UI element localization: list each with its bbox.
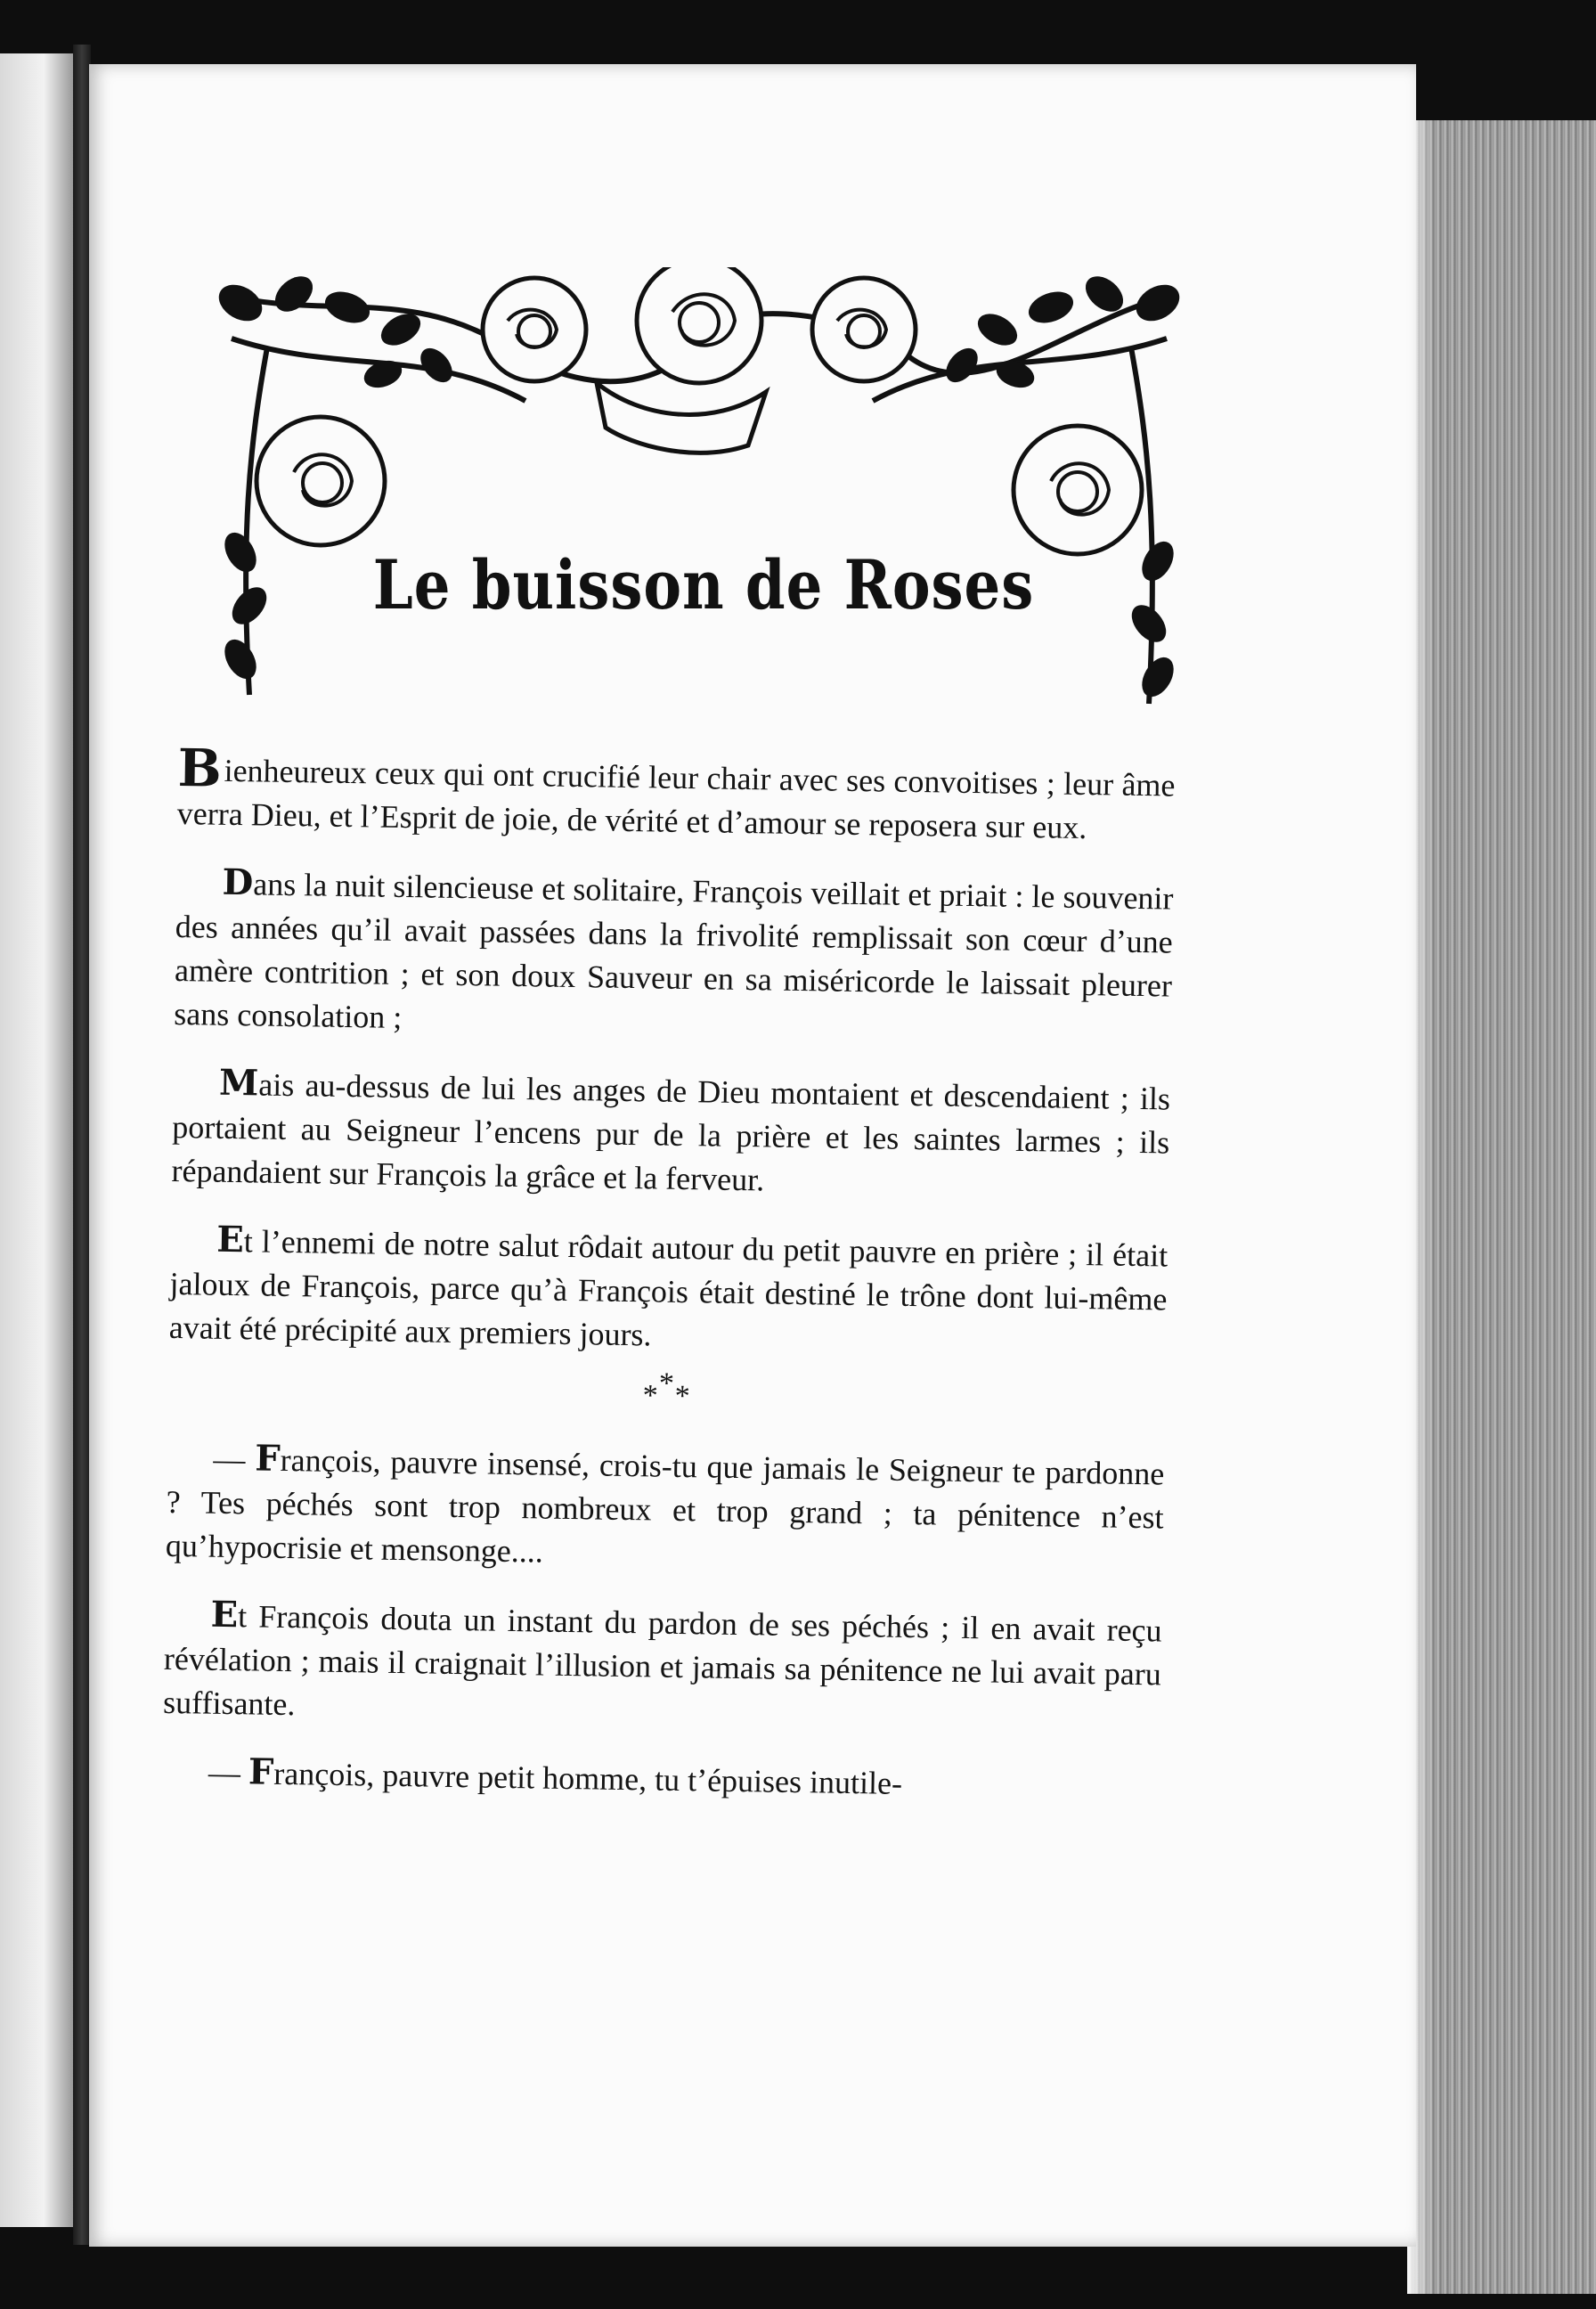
paragraph-text: t l’ennemi de notre salut rôdait autour du petit pauvre en prière ; il était jaloux de François, parce qu’à François était destiné le trône dont lui-même avait été précipité aux premiers jours. <box>168 1223 1168 1353</box>
paragraph-text: t François douta un instant du pardon de ses péchés ; il en avait reçu révélation ; mais il craignait l’illusion et jamais sa pénitence ne lui avait paru suffisante. <box>162 1598 1162 1723</box>
paragraph <box>162 1749 1160 1810</box>
rose-garland-ornament <box>214 267 1185 713</box>
dialogue-dash: — <box>213 1440 256 1478</box>
page-block-edge <box>1407 120 1596 2294</box>
paragraph <box>174 860 1174 1052</box>
paragraph-text: ais au-dessus de lui les anges de Dieu montaient et descendaient ; ils portaient au Seigneur l’encens pur de la prière et les saintes larmes ; ils répandaient sur François la grâce et la ferveur. <box>171 1066 1171 1198</box>
body-text <box>161 738 1176 1833</box>
drop-cap: E <box>210 1593 239 1636</box>
paragraph-text: ans la nuit silencieuse et solitaire, François veillait et priait : le souvenir des années qu’il avait passées dans la frivolité remplissait son cœur d’une amère contrition ; et son doux Sauveur en sa miséricorde le laissait pleurer sans consolation ; <box>174 866 1174 1035</box>
drop-cap: B <box>177 738 223 799</box>
book-gutter <box>73 45 91 2245</box>
section-separator <box>167 1367 1166 1433</box>
separator-star: * <box>642 1379 659 1413</box>
drop-cap: E <box>216 1218 245 1261</box>
separator-star: * <box>674 1379 691 1414</box>
separator-star: * <box>658 1367 676 1400</box>
drop-cap: D <box>222 861 254 904</box>
paragraph <box>176 738 1176 852</box>
drop-cap: F <box>248 1750 274 1793</box>
paragraph <box>171 1060 1170 1209</box>
paragraph-text: rançois, pauvre petit homme, tu t’épuises inutile- <box>273 1755 903 1801</box>
drop-cap: M <box>218 1061 259 1105</box>
chapter-title: Le buisson de Roses <box>372 546 1035 625</box>
paragraph <box>168 1217 1168 1366</box>
paragraph-text: ienheureux ceux qui ont crucifié leur chair avec ses convoitises ; leur âme verra Dieu, et l’Esprit de joie, de vérité et d’amour se reposera sur eux. <box>176 752 1176 846</box>
facing-page-edge <box>0 53 73 2227</box>
paragraph <box>163 1592 1162 1741</box>
drop-cap: F <box>254 1437 281 1480</box>
paragraph <box>166 1435 1165 1584</box>
paragraph-text: rançois, pauvre insensé, crois-tu que jamais le Seigneur te pardonne ? Tes péchés sont trop nombreux et trop grand ; ta pénitence n’est qu’hypocrisie et mensonge.... <box>165 1441 1165 1570</box>
dialogue-dash: — <box>208 1754 249 1791</box>
